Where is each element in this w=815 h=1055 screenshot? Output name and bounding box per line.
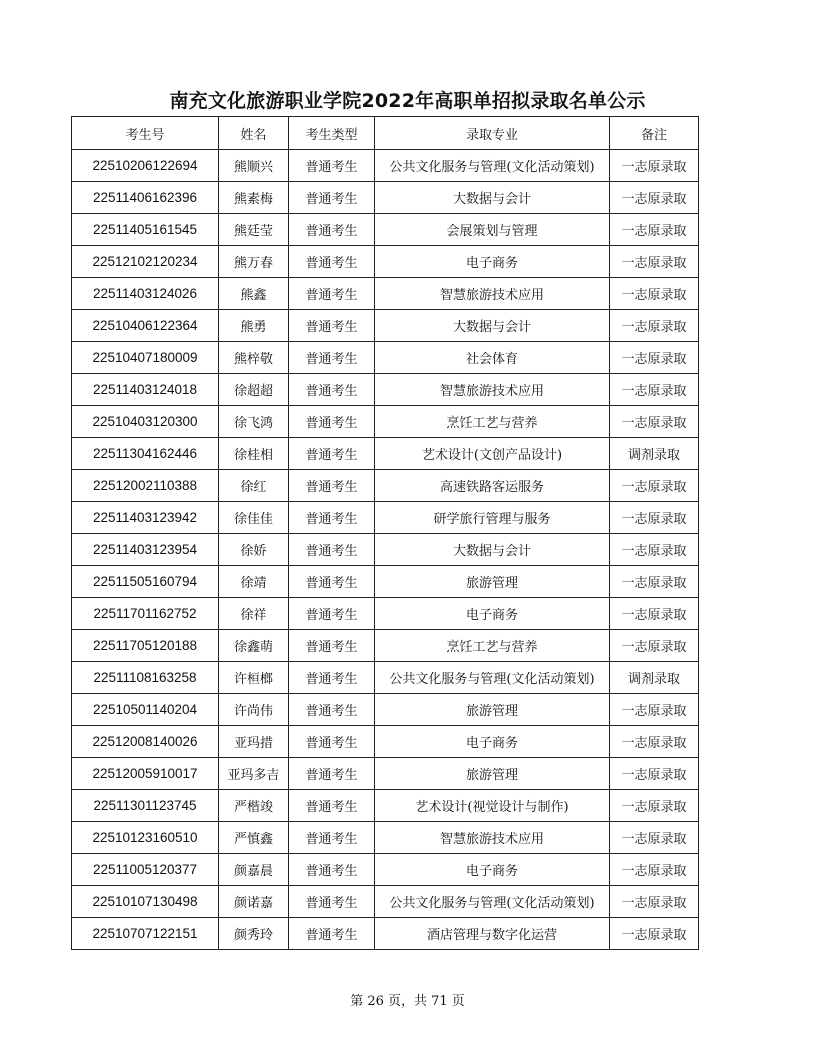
cell-exam-id: 22510406122364: [72, 310, 219, 342]
cell-exam-id: 22512005910017: [72, 758, 219, 790]
cell-name: 徐超超: [219, 374, 289, 406]
cell-major: 艺术设计(视觉设计与制作): [375, 790, 610, 822]
cell-type: 普通考生: [289, 790, 375, 822]
cell-major: 艺术设计(文创产品设计): [375, 438, 610, 470]
cell-name: 严楷竣: [219, 790, 289, 822]
cell-type: 普通考生: [289, 534, 375, 566]
cell-major: 高速铁路客运服务: [375, 470, 610, 502]
cell-exam-id: 22511405161545: [72, 214, 219, 246]
cell-exam-id: 22511108163258: [72, 662, 219, 694]
cell-name: 亚玛多吉: [219, 758, 289, 790]
cell-major: 公共文化服务与管理(文化活动策划): [375, 886, 610, 918]
cell-name: 徐娇: [219, 534, 289, 566]
table-row: [72, 310, 699, 342]
cell-note: 一志原录取: [610, 598, 699, 630]
cell-note: 一志原录取: [610, 502, 699, 534]
cell-exam-id: 22510403120300: [72, 406, 219, 438]
cell-note: 一志原录取: [610, 374, 699, 406]
cell-major: 大数据与会计: [375, 310, 610, 342]
cell-name: 徐靖: [219, 566, 289, 598]
cell-name: 熊素梅: [219, 182, 289, 214]
table-row: [72, 918, 699, 950]
cell-note: 一志原录取: [610, 278, 699, 310]
table-row: [72, 278, 699, 310]
cell-exam-id: 22512102120234: [72, 246, 219, 278]
cell-major: 大数据与会计: [375, 182, 610, 214]
cell-major: 研学旅行管理与服务: [375, 502, 610, 534]
cell-note: 一志原录取: [610, 630, 699, 662]
cell-note: 一志原录取: [610, 534, 699, 566]
cell-exam-id: 22510707122151: [72, 918, 219, 950]
cell-type: 普通考生: [289, 854, 375, 886]
table-row: [72, 470, 699, 502]
cell-type: 普通考生: [289, 918, 375, 950]
cell-major: 公共文化服务与管理(文化活动策划): [375, 662, 610, 694]
cell-name: 熊梓敬: [219, 342, 289, 374]
cell-name: 颜诺嘉: [219, 886, 289, 918]
cell-type: 普通考生: [289, 758, 375, 790]
cell-note: 一志原录取: [610, 790, 699, 822]
cell-type: 普通考生: [289, 342, 375, 374]
cell-note: 一志原录取: [610, 694, 699, 726]
cell-name: 徐桂相: [219, 438, 289, 470]
cell-major: 电子商务: [375, 854, 610, 886]
cell-type: 普通考生: [289, 246, 375, 278]
cell-major: 电子商务: [375, 598, 610, 630]
cell-note: 一志原录取: [610, 886, 699, 918]
table-row: [72, 758, 699, 790]
cell-type: 普通考生: [289, 630, 375, 662]
cell-name: 徐红: [219, 470, 289, 502]
page-title: 南充文化旅游职业学院2022年高职单招拟录取名单公示: [169, 90, 646, 112]
cell-exam-id: 22511301123745: [72, 790, 219, 822]
table-row: [72, 566, 699, 598]
cell-note: 一志原录取: [610, 822, 699, 854]
cell-name: 颜嘉晨: [219, 854, 289, 886]
cell-type: 普通考生: [289, 150, 375, 182]
cell-name: 严慎鑫: [219, 822, 289, 854]
column-header-note: 备注: [610, 117, 699, 150]
cell-note: 一志原录取: [610, 758, 699, 790]
table-row: [72, 598, 699, 630]
cell-name: 颜秀玲: [219, 918, 289, 950]
cell-major: 烹饪工艺与营养: [375, 630, 610, 662]
cell-note: 一志原录取: [610, 214, 699, 246]
cell-major: 旅游管理: [375, 566, 610, 598]
cell-type: 普通考生: [289, 598, 375, 630]
cell-exam-id: 22511403123954: [72, 534, 219, 566]
cell-note: 调剂录取: [610, 438, 699, 470]
table-row: [72, 502, 699, 534]
table-row: [72, 438, 699, 470]
cell-name: 徐佳佳: [219, 502, 289, 534]
cell-name: 徐祥: [219, 598, 289, 630]
cell-exam-id: 22511505160794: [72, 566, 219, 598]
table-header-row: [72, 117, 699, 150]
cell-exam-id: 22511005120377: [72, 854, 219, 886]
table-row: [72, 182, 699, 214]
cell-note: 一志原录取: [610, 854, 699, 886]
table-row: [72, 694, 699, 726]
cell-exam-id: 22511701162752: [72, 598, 219, 630]
cell-name: 熊鑫: [219, 278, 289, 310]
cell-exam-id: 22510123160510: [72, 822, 219, 854]
table-row: [72, 630, 699, 662]
cell-type: 普通考生: [289, 182, 375, 214]
cell-exam-id: 22510407180009: [72, 342, 219, 374]
table-row: [72, 726, 699, 758]
cell-exam-id: 22511406162396: [72, 182, 219, 214]
cell-name: 徐飞鸿: [219, 406, 289, 438]
cell-type: 普通考生: [289, 310, 375, 342]
column-header-name: 姓名: [219, 117, 289, 150]
cell-name: 徐鑫萌: [219, 630, 289, 662]
cell-exam-id: 22510501140204: [72, 694, 219, 726]
cell-major: 会展策划与管理: [375, 214, 610, 246]
page-number: 第 26 页，共 71 页: [350, 994, 465, 1009]
cell-note: 一志原录取: [610, 918, 699, 950]
cell-type: 普通考生: [289, 438, 375, 470]
table-row: [72, 534, 699, 566]
table-row: [72, 822, 699, 854]
table-row: [72, 662, 699, 694]
column-header-exam-id: 考生号: [72, 117, 219, 150]
table-row: [72, 374, 699, 406]
cell-exam-id: 22512008140026: [72, 726, 219, 758]
column-header-major: 录取专业: [375, 117, 610, 150]
cell-note: 一志原录取: [610, 310, 699, 342]
cell-name: 熊廷莹: [219, 214, 289, 246]
column-header-type: 考生类型: [289, 117, 375, 150]
cell-major: 烹饪工艺与营养: [375, 406, 610, 438]
cell-name: 熊顺兴: [219, 150, 289, 182]
cell-note: 一志原录取: [610, 150, 699, 182]
table-row: [72, 246, 699, 278]
cell-exam-id: 22511403124026: [72, 278, 219, 310]
cell-note: 一志原录取: [610, 470, 699, 502]
cell-type: 普通考生: [289, 214, 375, 246]
cell-note: 一志原录取: [610, 342, 699, 374]
cell-type: 普通考生: [289, 470, 375, 502]
cell-type: 普通考生: [289, 278, 375, 310]
cell-name: 许桓榔: [219, 662, 289, 694]
table-row: [72, 342, 699, 374]
table-row: [72, 790, 699, 822]
cell-type: 普通考生: [289, 406, 375, 438]
table-row: [72, 854, 699, 886]
cell-major: 公共文化服务与管理(文化活动策划): [375, 150, 610, 182]
cell-exam-id: 22511403123942: [72, 502, 219, 534]
table-row: [72, 214, 699, 246]
cell-major: 智慧旅游技术应用: [375, 822, 610, 854]
cell-type: 普通考生: [289, 662, 375, 694]
cell-type: 普通考生: [289, 374, 375, 406]
table-body: [72, 150, 699, 950]
admission-table: [71, 116, 699, 950]
cell-major: 旅游管理: [375, 694, 610, 726]
cell-exam-id: 22510107130498: [72, 886, 219, 918]
cell-exam-id: 22511304162446: [72, 438, 219, 470]
cell-name: 亚玛措: [219, 726, 289, 758]
cell-major: 旅游管理: [375, 758, 610, 790]
cell-major: 大数据与会计: [375, 534, 610, 566]
cell-name: 熊勇: [219, 310, 289, 342]
cell-exam-id: 22510206122694: [72, 150, 219, 182]
cell-note: 一志原录取: [610, 726, 699, 758]
cell-type: 普通考生: [289, 726, 375, 758]
cell-name: 熊万春: [219, 246, 289, 278]
cell-type: 普通考生: [289, 886, 375, 918]
cell-major: 电子商务: [375, 246, 610, 278]
cell-name: 许尚伟: [219, 694, 289, 726]
table-row: [72, 406, 699, 438]
cell-type: 普通考生: [289, 502, 375, 534]
cell-type: 普通考生: [289, 822, 375, 854]
cell-note: 一志原录取: [610, 406, 699, 438]
cell-note: 调剂录取: [610, 662, 699, 694]
cell-note: 一志原录取: [610, 246, 699, 278]
cell-note: 一志原录取: [610, 566, 699, 598]
table-row: [72, 150, 699, 182]
cell-major: 社会体育: [375, 342, 610, 374]
table-row: [72, 886, 699, 918]
cell-exam-id: 22512002110388: [72, 470, 219, 502]
cell-type: 普通考生: [289, 694, 375, 726]
cell-exam-id: 22511403124018: [72, 374, 219, 406]
cell-exam-id: 22511705120188: [72, 630, 219, 662]
cell-major: 电子商务: [375, 726, 610, 758]
cell-major: 智慧旅游技术应用: [375, 374, 610, 406]
cell-type: 普通考生: [289, 566, 375, 598]
cell-note: 一志原录取: [610, 182, 699, 214]
cell-major: 酒店管理与数字化运营: [375, 918, 610, 950]
cell-major: 智慧旅游技术应用: [375, 278, 610, 310]
